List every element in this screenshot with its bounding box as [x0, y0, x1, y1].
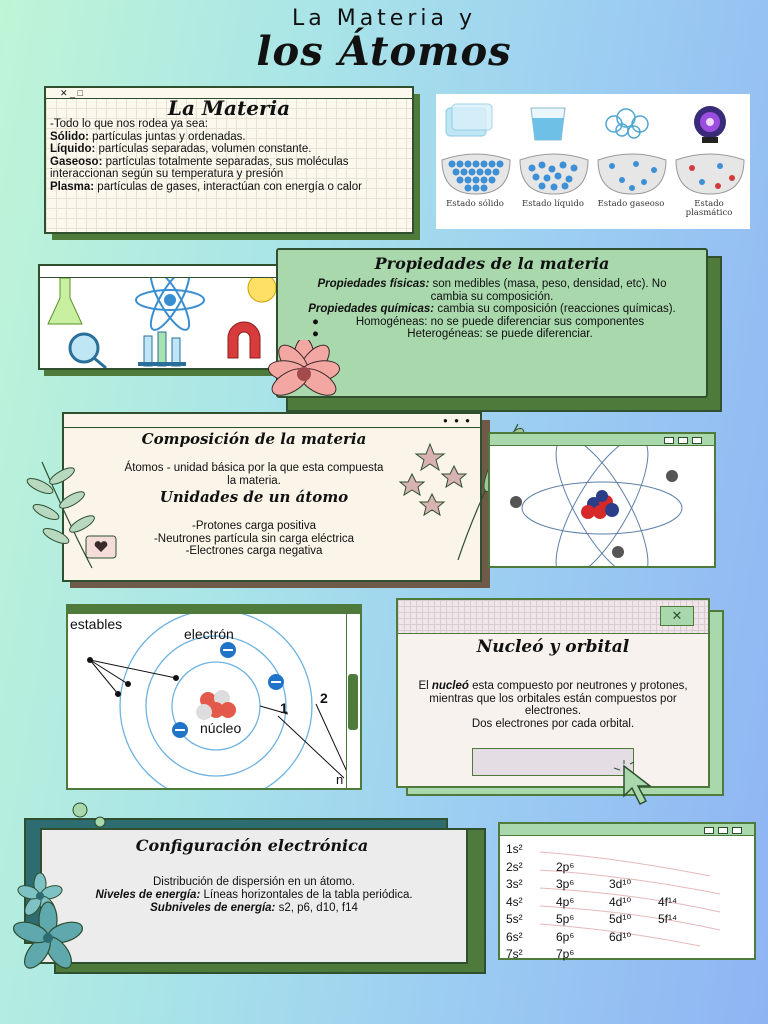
page-title: los Átomos — [256, 28, 512, 75]
minimize-icon[interactable] — [704, 827, 714, 834]
composicion-text: Átomos - unidad básica por la que esta compuesta la materia. — [124, 462, 384, 487]
materia-window-controls[interactable]: ✕ _ □ — [60, 88, 83, 98]
teal-flowers-icon — [0, 800, 110, 980]
materia-body — [50, 118, 406, 193]
bohr-window — [66, 604, 362, 790]
bohr-titlebar — [68, 606, 360, 614]
cursor-arrow-icon — [610, 760, 680, 808]
nucleus-icon — [581, 490, 619, 519]
configuracion-body — [52, 876, 456, 915]
atom-illustration — [490, 446, 714, 566]
orbital-cell: 4f¹⁴ — [658, 894, 678, 909]
close-icon[interactable] — [692, 437, 702, 444]
composicion-title: Composición de la materia — [141, 430, 367, 448]
orbital-cell: 2s² — [506, 859, 523, 874]
propiedades-body — [308, 278, 676, 341]
materia-item-plasma: Plasma: partículas de gases, interactúan con energía o calor — [50, 180, 362, 193]
propiedades-bullet-heterogeneas: ● Heterogéneas: se puede diferenciar. — [312, 328, 593, 340]
orbital-cell: 7p⁶ — [556, 947, 575, 961]
unidad-neutrones: -Neutrones partícula sin carga eléctrica — [153, 532, 355, 545]
materia-title: La Materia — [167, 96, 291, 120]
materia-item-gaseoso: Gaseoso: partículas totalmente separadas, sus moléculas interaccionan según su temperatura y presión — [50, 155, 349, 180]
test-tubes-icon — [138, 332, 186, 366]
minimize-icon[interactable] — [664, 437, 674, 444]
nucleo-titlebar — [398, 600, 708, 634]
orbital-table — [506, 840, 748, 963]
atom-icon — [136, 278, 204, 334]
bohr-scrollbar-thumb[interactable] — [348, 674, 358, 730]
flask-icon — [48, 278, 82, 324]
plasma-drop — [676, 154, 744, 194]
label-electron: electrón — [184, 626, 234, 642]
materia-intro: -Todo lo que nos rodea ya sea: — [50, 118, 208, 130]
orbital-cell: 2p⁶ — [556, 859, 575, 874]
atom-titlebar — [490, 434, 714, 446]
configuracion-intro: Distribución de dispersión en un átomo. — [152, 876, 355, 888]
leaf-branch-icon — [22, 456, 118, 572]
orbital-cell: 4p⁶ — [556, 894, 575, 909]
magnifier-icon — [70, 334, 106, 368]
state-label-plasmatico: Estado plasmático — [685, 199, 733, 218]
ice-cube-icon — [446, 104, 492, 136]
label-nucleo: núcleo — [200, 720, 242, 736]
orbital-cell: 5s² — [506, 912, 523, 926]
composicion-window-dots[interactable]: ● ● ● — [443, 416, 472, 425]
nucleus-icon — [196, 690, 236, 720]
bohr-scrollbar[interactable] — [346, 614, 360, 788]
unidades-title: Unidades de un átomo — [159, 488, 349, 506]
materia-card — [44, 86, 414, 234]
electron-icon — [268, 674, 284, 690]
liquid-drop — [520, 154, 588, 194]
orbitals-titlebar — [500, 824, 754, 836]
electron-icon — [510, 496, 522, 508]
electron-icon — [172, 722, 188, 738]
orbital-row — [506, 840, 748, 858]
orbital-cell: 7s² — [506, 947, 523, 961]
materia-item-solido: Sólido: partículas juntas y ordenadas. — [50, 130, 246, 143]
unidad-electrones: -Electrones carga negativa — [185, 545, 323, 557]
orbital-cell: 5f¹⁴ — [658, 912, 678, 926]
steam-icon — [606, 109, 648, 138]
orbital-row — [506, 945, 748, 963]
states-of-matter-image — [436, 94, 750, 229]
close-icon[interactable]: ✕ — [660, 606, 694, 626]
state-label-gaseoso: Estado gaseoso — [597, 199, 665, 209]
propiedades-fisicas: Propiedades físicas: son medibles (masa, peso, densidad, etc). No cambia su composición. — [317, 278, 667, 303]
propiedades-bullet-homogeneas: ● Homogéneas: no se puede diferenciar sus componentes — [312, 315, 645, 328]
configuracion-title: Configuración electrónica — [135, 836, 369, 855]
label-estables: estables — [70, 616, 123, 632]
electron-icon — [220, 642, 236, 658]
label-n: n — [336, 772, 344, 787]
orbital-row — [506, 928, 748, 946]
propiedades-title: Propiedades de la materia — [374, 254, 610, 273]
orbital-cell: 3s² — [506, 877, 523, 891]
flower-icon — [224, 340, 384, 410]
orbital-cell: 3d¹⁰ — [609, 877, 632, 891]
orbitals-window — [498, 822, 756, 960]
maximize-icon[interactable] — [678, 437, 688, 444]
orbital-row — [506, 858, 748, 876]
solid-drop — [442, 154, 510, 194]
orbital-cell: 4d¹⁰ — [609, 894, 632, 909]
orbital-cell: 6s² — [506, 929, 523, 944]
orbital-cell: 5d¹⁰ — [609, 912, 632, 926]
maximize-icon[interactable] — [718, 827, 728, 834]
science-titlebar — [40, 266, 284, 278]
unidad-protones: -Protones carga positiva — [191, 520, 316, 532]
water-glass-icon — [531, 108, 565, 140]
orbital-cell: 5p⁶ — [556, 912, 575, 926]
atom-window — [488, 432, 716, 568]
state-label-solido: Estado sólido — [446, 199, 504, 209]
page-subtitle: La Materia y — [291, 6, 476, 31]
nucleo-text: El nucleó esta compuesto por neutrones y protones, mientras que los orbitales están compuestos por electrones. Dos electrones por cada orbital. — [418, 680, 688, 730]
propiedades-quimicas: Propiedades químicas: cambia su composición (reacciones químicas). — [308, 303, 676, 315]
label-2: 2 — [320, 690, 328, 706]
orbital-cell: 1s² — [506, 842, 523, 856]
state-label-liquido: Estado líquido — [522, 199, 584, 209]
materia-item-liquido: Líquido: partículas separadas, volumen constante. — [50, 143, 312, 155]
configuracion-niveles: Niveles de energía: Líneas horizontales de la tabla periódica. — [95, 889, 413, 901]
gas-drop — [598, 154, 666, 194]
plasma-ball-icon — [694, 106, 726, 143]
electron-icon — [612, 546, 624, 558]
close-icon[interactable] — [732, 827, 742, 834]
electron-icon — [666, 470, 678, 482]
orbital-row — [506, 875, 748, 893]
configuracion-subniveles: Subniveles de energía: s2, p6, d10, f14 — [150, 902, 358, 914]
orbital-cell: 3p⁶ — [556, 877, 575, 891]
nucleo-card — [396, 598, 710, 788]
label-1: 1 — [280, 700, 288, 716]
lightbulb-icon — [248, 278, 276, 302]
nucleo-title: Nucleó y orbital — [476, 637, 630, 657]
unidades-list — [124, 520, 384, 558]
orbital-row — [506, 893, 748, 911]
orbital-cell: 6d¹⁰ — [609, 929, 632, 944]
orbital-cell: 4s² — [506, 894, 523, 909]
orbital-cell: 6p⁶ — [556, 929, 575, 944]
nucleo-text-2: Dos electrones por cada orbital. — [471, 717, 635, 730]
orbital-row — [506, 910, 748, 928]
